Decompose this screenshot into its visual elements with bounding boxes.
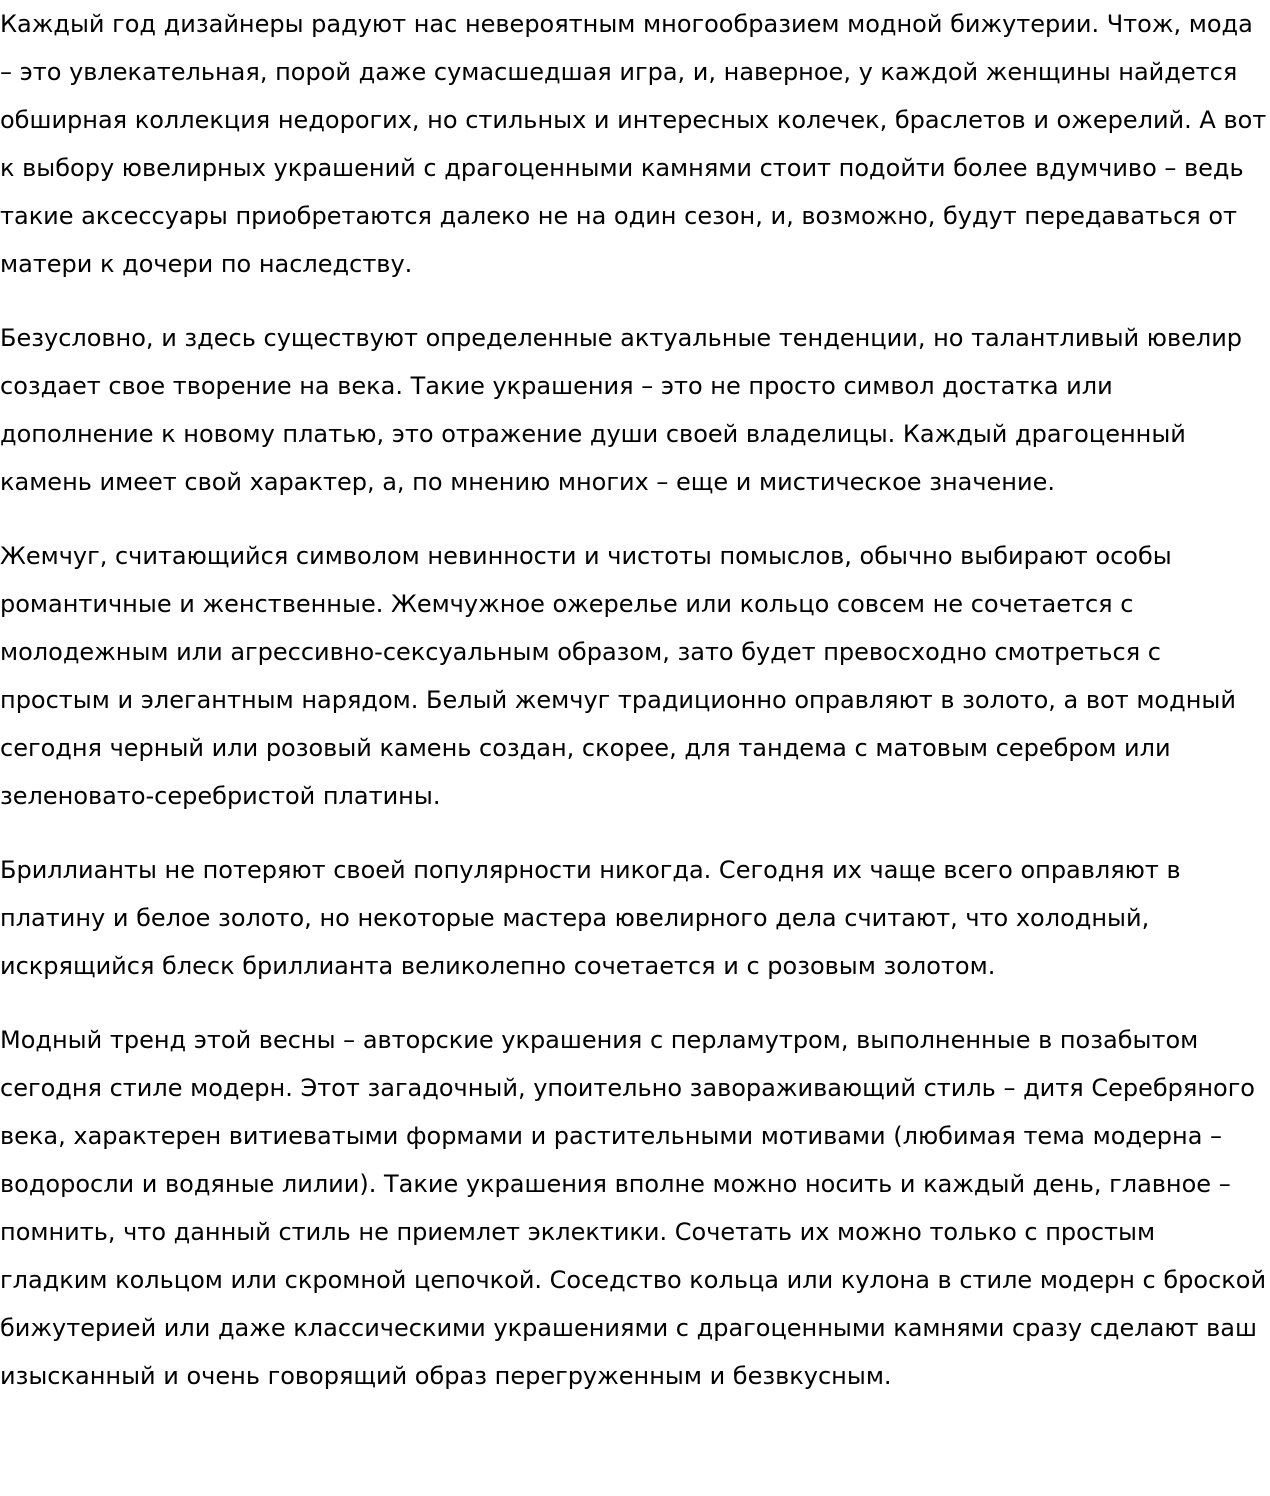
- paragraph-diamonds: Бриллианты не потеряют своей популярности никогда. Сегодня их чаще всего оправляют в платину и белое золото, но некоторые мастера ювелирного дела считают, что холодный, искрящийся блеск бриллианта великолепно сочетается и с розовым золотом.: [0, 856, 1181, 980]
- paragraph-art-nouveau: Модный тренд этой весны – авторские украшения с перламутром, выполненные в позабытом сегодня стиле модерн. Этот загадочный, упоительно завораживающий стиль – дитя Серебряного века, характерен витиеватыми формами и растительными мотивами (любимая тема модерна – водоросли и водяные лилии). Такие украшения вполне можно носить и каждый день, главное – помнить, что данный стиль не приемлет эклектики. Сочетать их можно только с простым гладким кольцом или скромной цепочкой. Соседство кольца или кулона в стиле модерн с броской бижутерией или даже классическими украшениями с драгоценными камнями сразу сделают ваш изысканный и очень говорящий образ перегруженным и безвкусным.: [0, 1026, 1267, 1390]
- paragraph-trends: Безусловно, и здесь существуют определенные актуальные тенденции, но талантливый ювелир создает свое творение на века. Такие украшения – это не просто символ достатка или дополнение к новому платью, это отражение души своей владелицы. Каждый драгоценный камень имеет свой характер, а, по мнению многих – еще и мистическое значение.: [0, 324, 1243, 496]
- paragraph-pearls: Жемчуг, считающийся символом невинности и чистоты помыслов, обычно выбирают особы романтичные и женственные. Жемчужное ожерелье или кольцо совсем не сочетается с молодежным или агрессивно-сексуальным образом, зато будет превосходно смотреться с простым и элегантным нарядом. Белый жемчуг традиционно оправляют в золото, а вот модный сегодня черный или розовый камень создан, скорее, для тандема с матовым серебром или зеленовато-серебристой платины.: [0, 542, 1236, 810]
- paragraph-costume-jewelry: Каждый год дизайнеры радуют нас невероятным многообразием модной бижутерии. Чтож, мода – это увлекательная, порой даже сумасшедшая игра, и, наверное, у каждой женщины найдется обширная коллекция недорогих, но стильных и интересных колечек, браслетов и ожерелий. А вот к выбору ювелирных украшений с драгоценными камнями стоит подойти более вдумчиво – ведь такие аксессуары приобретаются далеко не на один сезон, и, возможно, будут передаваться от матери к дочери по наследству.: [0, 10, 1267, 278]
